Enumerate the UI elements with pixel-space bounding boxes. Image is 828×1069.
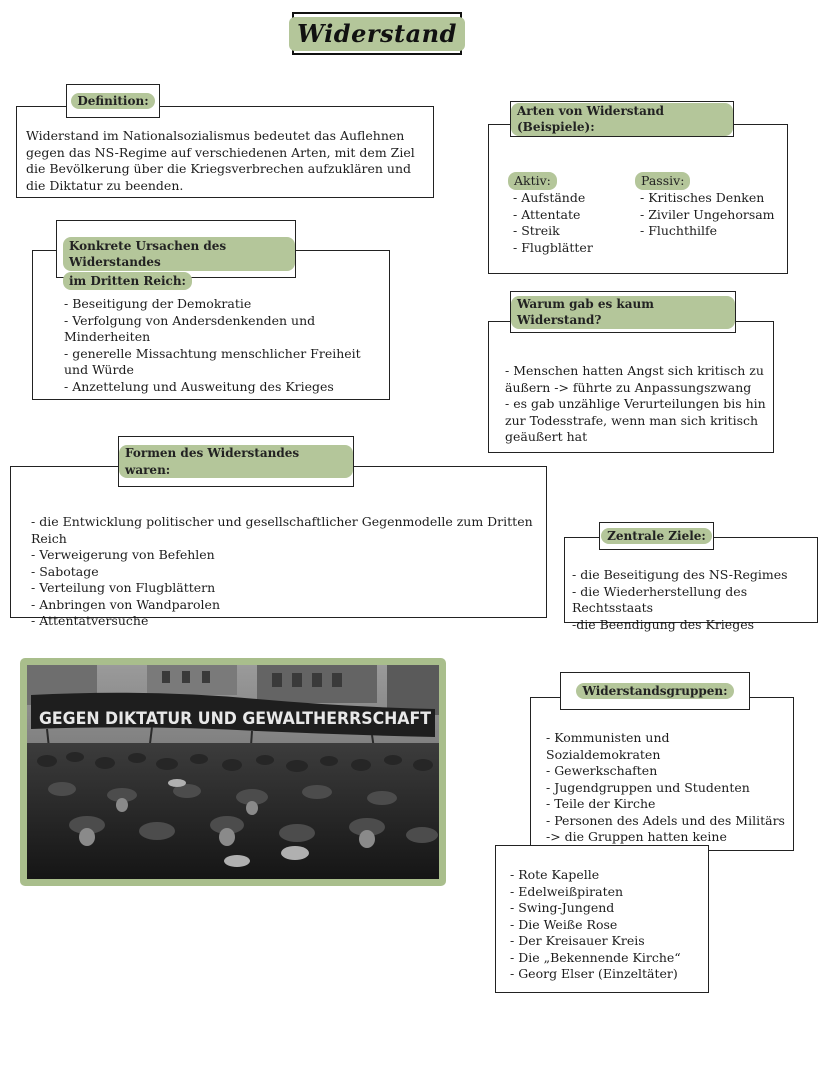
list-item: - es gab unzählige Verurteilungen bis hin zur Todesstrafe, wenn man sich kritisch geäußert hat (505, 396, 766, 444)
forms-label-box (118, 436, 354, 487)
list-item: - Anzettelung und Ausweitung des Krieges (64, 378, 334, 394)
forms-label: Formen des Widerstandes waren: (119, 445, 353, 478)
list-item: - Personen des Adels und des Militärs (546, 812, 785, 828)
definition-box (16, 106, 434, 198)
passive-label: Passiv: (635, 172, 690, 190)
list-item: - Jugendgruppen und Studenten (546, 779, 750, 795)
list-item: - Fluchthilfe (640, 223, 718, 238)
list-item: - Flugblätter (513, 239, 593, 255)
list-item: - Swing-Jungend (510, 900, 615, 915)
why-label-box (510, 291, 736, 333)
definition-text: Widerstand im Nationalsozialismus bedeutet das Auflehnen gegen das NS-Regime auf verschiedenen Arten, mit dem Ziel die Bevölkerung über die Kriegsverbrechen aufzuklären und die Diktatur zu beenden. (26, 128, 415, 193)
list-item: - Die Weiße Rose (510, 916, 618, 932)
why-list (505, 363, 771, 446)
list-item: - Teile der Kirche (546, 796, 656, 811)
list-item: - Gewerkschaften (546, 763, 658, 778)
types-label-box (510, 101, 734, 137)
list-item: - Attentate (513, 206, 581, 222)
protest-photo-frame (20, 658, 446, 886)
groups-label: Widerstandsgruppen: (576, 683, 733, 700)
banner-text: GEGEN DIKTATUR UND GEWALTHERRSCHAFT (39, 709, 432, 729)
list-item: - Kommunisten und Sozialdemokraten (546, 730, 670, 762)
passive-column (635, 172, 785, 240)
list-item: - Verteilung von Flugblättern (31, 580, 216, 595)
list-item: - Rote Kapelle (510, 867, 600, 882)
forms-box (10, 466, 547, 628)
list-item: - Verfolgung von Andersdenkenden und Minderheiten (64, 312, 316, 344)
list-item: - Anbringen von Wandparolen (31, 596, 221, 612)
list-item: - Edelweißpiraten (510, 883, 624, 899)
title-box (292, 12, 462, 55)
list-item: - generelle Missachtung menschlicher Freiheit und Würde (64, 345, 361, 377)
list-item: - die Wiederherstellung des Rechtsstaats (572, 583, 748, 615)
why-box (488, 321, 774, 453)
list-item: - Menschen hatten Angst sich kritisch zu äußern -> führte zu Anpassungszwang (505, 363, 764, 395)
list-item: - Attentatversuche (31, 613, 149, 628)
goals-label: Zentrale Ziele: (601, 528, 712, 545)
active-column (508, 172, 628, 256)
why-label: Warum gab es kaum Widerstand? (511, 296, 735, 329)
group-examples-box (495, 845, 709, 993)
groups-box (530, 697, 794, 851)
page-title: Widerstand (289, 17, 465, 51)
list-item: - Sabotage (31, 563, 99, 579)
group-examples-list (510, 867, 706, 983)
groups-list (546, 730, 786, 862)
active-label: Aktiv: (508, 172, 557, 190)
causes-label-line1: Konkrete Ursachen des Widerstandes (63, 237, 295, 271)
causes-label-box (56, 220, 296, 288)
groups-label-box (560, 672, 750, 710)
list-item: -die Beendigung des Krieges (572, 616, 755, 632)
list-item: - Aufstände (513, 190, 586, 205)
forms-list (31, 514, 546, 630)
list-item: - Ziviler Ungehorsam (640, 206, 775, 222)
list-item: - die Entwicklung politischer und gesellschaftlicher Gegenmodelle zum Dritten Reich (31, 514, 533, 546)
list-item: -> die Gruppen hatten keine (546, 829, 727, 844)
list-item: - Georg Elser (Einzeltäter) (510, 966, 678, 981)
protest-photo (27, 665, 439, 879)
list-item: - Verweigerung von Befehlen (31, 547, 215, 562)
types-box (488, 124, 788, 274)
definition-label-box (66, 84, 160, 118)
types-label: Arten von Widerstand (Beispiele): (511, 103, 733, 136)
list-item: - die Beseitigung des NS-Regimes (572, 567, 788, 582)
list-item: - Der Kreisauer Kreis (510, 933, 645, 948)
list-item: - Beseitigung der Demokratie (64, 296, 252, 311)
causes-list (64, 296, 384, 395)
goals-label-box (599, 522, 714, 550)
list-item: - Die „Bekennende Kirche“ (510, 949, 681, 965)
causes-label-line2: im Dritten Reich: (63, 272, 192, 290)
definition-label: Definition: (71, 93, 154, 110)
goals-list (572, 567, 817, 633)
list-item: - Kritisches Denken (640, 190, 765, 205)
list-item: - Streik (513, 223, 560, 238)
